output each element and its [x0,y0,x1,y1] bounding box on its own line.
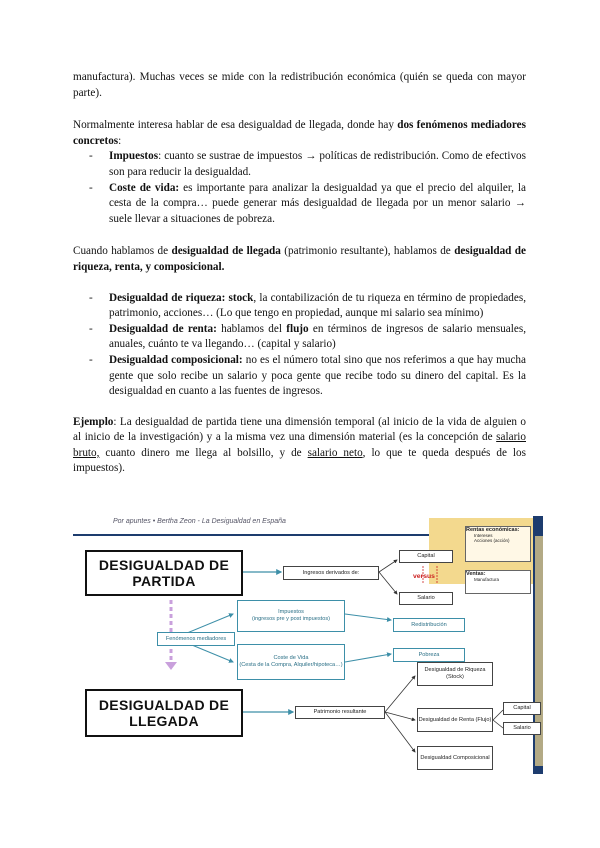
list-item: - Impuestos: cuanto se sustrae de impuestos → políticas de redistribución. Como de efectivos son para reducir la desigualdad. [89,150,526,178]
inequality-diagram [73,516,543,774]
impuestos-box: Impuestos (ingresos pre y post impuestos) [237,600,345,632]
paragraph-3: Cuando hablamos de desigualdad de llegada (patrimonio resultante), hablamos de desigualdad de riqueza, renta, y composicional. [73,245,526,273]
mediators-list [73,149,526,227]
salario2-box: Salario [503,722,541,735]
diagram-header-text: Por apuntes • Bertha Zeon - La Desigualdad en España [113,518,286,525]
ventas-box: Ventas: Manufactura [465,570,531,594]
rentas-box: Rentas económicas: Intereses Acciones (acción) [465,526,531,562]
llegada-box: DESIGUALDAD DE LLEGADA [85,689,243,737]
patrimonio-box: Patrimonio resultante [295,706,385,719]
capital2-box: Capital [503,702,541,715]
composicional-box: Desigualdad Composicional [417,746,493,770]
list-item: - Desigualdad de riqueza: stock, la contabilización de tu riqueza en término de propiedades, patrimonio, acciones… (Lo que tengo en propiedad, aunque mi salario sea mínimo) [89,291,526,320]
versus-label: versus [413,573,435,580]
list-item: - Desigualdad de renta: hablamos del flujo en términos de ingresos de salario mensuales, anuales, cuánto te va llegando… (capital y salario) [89,322,526,351]
ingresos-box: Ingresos derivados de: [283,566,379,580]
redistribucion-box: Redistribución [393,618,465,632]
inequality-types-list [73,291,526,400]
renta-box: Desigualdad de Renta (Flujo) [417,708,493,732]
partida-box: DESIGUALDAD DE PARTIDA [85,550,243,596]
list-item: - Coste de vida: es importante para analizar la desigualdad ya que el precio del alquiler, la cesta de la compra… puede generar más desigualdad de llegada por un menor salario → suele llevar a situaciones de pobreza. [89,181,526,225]
capital-box: Capital [399,550,453,563]
list-item: - Desigualdad composicional: no es el número total sino que nos referimos a que hay mucha gente que solo recibe un salario y poca gente que recibe todo su dinero del capital. Es la desigualdad en cuanto a las fuentes de ingresos. [89,353,526,398]
pobreza-box: Pobreza [393,648,465,662]
mediadores-box: Fenómenos mediadores [157,632,235,646]
paragraph-1: manufactura). Muchas veces se mide con la redistribución económica (quién se queda con mayor parte). [73,71,526,99]
salario-box: Salario [399,592,453,605]
paragraph-2: Normalmente interesa hablar de esa desigualdad de llegada, donde hay dos fenómenos mediadores concretos: [73,119,526,147]
riqueza-box: Desigualdad de Riqueza (Stock) [417,662,493,686]
coste-box: Coste de Vida (Cesta de la Compra, Alquiler/hipoteca…) [237,644,345,680]
paragraph-example: Ejemplo: La desigualdad de partida tiene una dimensión temporal (al inicio de la vida de alguien o al inicio de la investigación) y a la misma vez una dimensión material (es la concepción de salario bruto, cuanto dinero me llega al bolsillo, y de salario neto, lo que te queda después de los impuestos). [73,415,526,475]
document-text [73,70,526,477]
